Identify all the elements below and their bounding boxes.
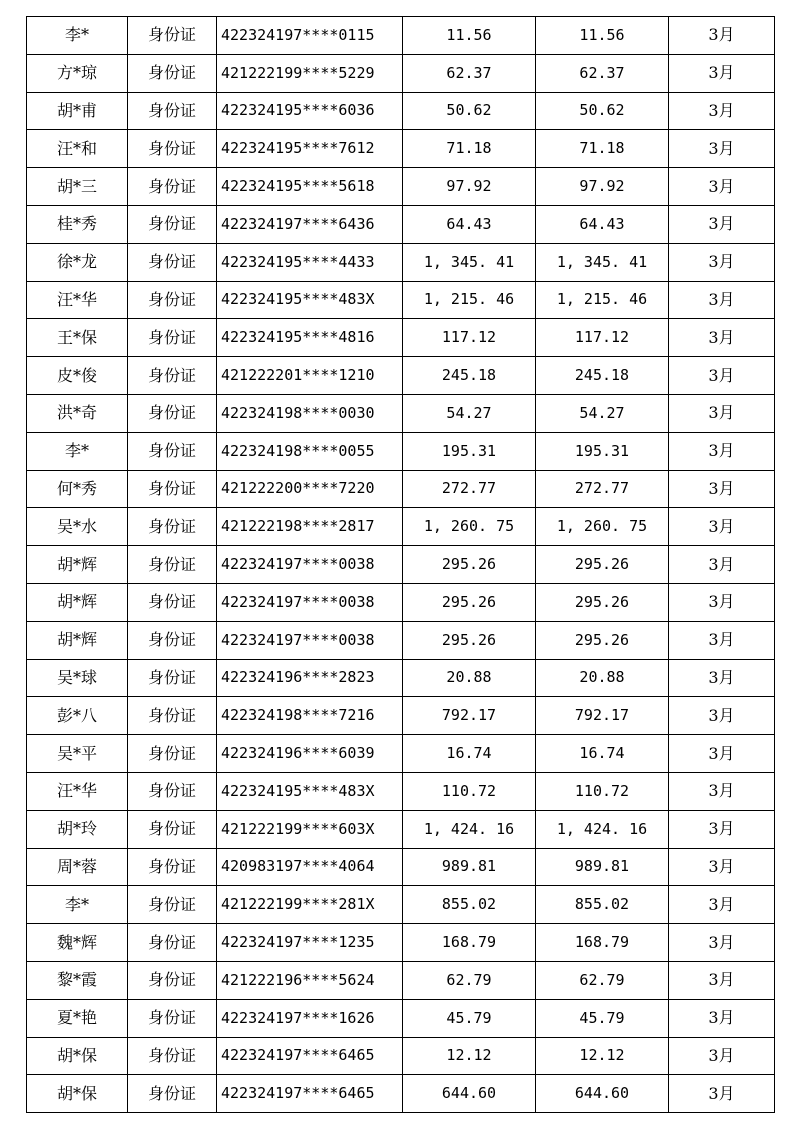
month-cell: 3月 xyxy=(669,961,775,999)
document-type-cell: 身份证 xyxy=(128,432,217,470)
amount-cell: 295.26 xyxy=(536,621,669,659)
name-cell: 胡*保 xyxy=(27,1037,128,1075)
document-type-cell: 身份证 xyxy=(128,470,217,508)
table-row xyxy=(27,432,775,470)
name-cell: 李* xyxy=(27,432,128,470)
id-number-cell: 420983197****4064 xyxy=(217,848,403,886)
table-row xyxy=(27,54,775,92)
amount-cell: 62.79 xyxy=(536,961,669,999)
amount-cell: 11.56 xyxy=(403,17,536,55)
amount-cell: 1, 345. 41 xyxy=(536,243,669,281)
month-cell: 3月 xyxy=(669,583,775,621)
amount-cell: 644.60 xyxy=(536,1075,669,1113)
amount-cell: 71.18 xyxy=(403,130,536,168)
table-row xyxy=(27,772,775,810)
amount-cell: 295.26 xyxy=(403,583,536,621)
table-row xyxy=(27,848,775,886)
amount-cell: 168.79 xyxy=(536,924,669,962)
document-type-cell: 身份证 xyxy=(128,735,217,773)
document-type-cell: 身份证 xyxy=(128,999,217,1037)
amount-cell: 62.37 xyxy=(403,54,536,92)
amount-cell: 117.12 xyxy=(403,319,536,357)
table-row xyxy=(27,357,775,395)
id-number-cell: 421222199****5229 xyxy=(217,54,403,92)
amount-cell: 272.77 xyxy=(403,470,536,508)
amount-cell: 71.18 xyxy=(536,130,669,168)
document-type-cell: 身份证 xyxy=(128,886,217,924)
document-type-cell: 身份证 xyxy=(128,546,217,584)
amount-cell: 97.92 xyxy=(536,168,669,206)
amount-cell: 45.79 xyxy=(536,999,669,1037)
table-row xyxy=(27,659,775,697)
amount-cell: 54.27 xyxy=(403,394,536,432)
id-number-cell: 422324196****2823 xyxy=(217,659,403,697)
name-cell: 胡*保 xyxy=(27,1075,128,1113)
amount-cell: 12.12 xyxy=(536,1037,669,1075)
amount-cell: 1, 345. 41 xyxy=(403,243,536,281)
table-row xyxy=(27,508,775,546)
document-type-cell: 身份证 xyxy=(128,243,217,281)
amount-cell: 989.81 xyxy=(403,848,536,886)
id-number-cell: 422324198****0055 xyxy=(217,432,403,470)
document-type-cell: 身份证 xyxy=(128,848,217,886)
amount-cell: 195.31 xyxy=(536,432,669,470)
name-cell: 何*秀 xyxy=(27,470,128,508)
document-type-cell: 身份证 xyxy=(128,583,217,621)
name-cell: 徐*龙 xyxy=(27,243,128,281)
document-type-cell: 身份证 xyxy=(128,281,217,319)
id-number-cell: 422324195****4816 xyxy=(217,319,403,357)
name-cell: 胡*辉 xyxy=(27,583,128,621)
month-cell: 3月 xyxy=(669,130,775,168)
document-type-cell: 身份证 xyxy=(128,357,217,395)
table-row xyxy=(27,470,775,508)
amount-cell: 1, 424. 16 xyxy=(536,810,669,848)
name-cell: 吴*平 xyxy=(27,735,128,773)
document-type-cell: 身份证 xyxy=(128,205,217,243)
month-cell: 3月 xyxy=(669,205,775,243)
table-row xyxy=(27,697,775,735)
name-cell: 彭*八 xyxy=(27,697,128,735)
id-number-cell: 422324196****6039 xyxy=(217,735,403,773)
amount-cell: 62.37 xyxy=(536,54,669,92)
amount-cell: 20.88 xyxy=(403,659,536,697)
amount-cell: 989.81 xyxy=(536,848,669,886)
document-type-cell: 身份证 xyxy=(128,961,217,999)
amount-cell: 117.12 xyxy=(536,319,669,357)
amount-cell: 272.77 xyxy=(536,470,669,508)
month-cell: 3月 xyxy=(669,621,775,659)
month-cell: 3月 xyxy=(669,697,775,735)
id-number-cell: 422324195****6036 xyxy=(217,92,403,130)
id-number-cell: 422324197****6436 xyxy=(217,205,403,243)
table-row xyxy=(27,1075,775,1113)
id-number-cell: 422324195****483X xyxy=(217,772,403,810)
id-number-cell: 422324198****7216 xyxy=(217,697,403,735)
amount-cell: 295.26 xyxy=(403,621,536,659)
month-cell: 3月 xyxy=(669,810,775,848)
month-cell: 3月 xyxy=(669,886,775,924)
document-type-cell: 身份证 xyxy=(128,772,217,810)
table-row xyxy=(27,319,775,357)
name-cell: 洪*奇 xyxy=(27,394,128,432)
document-type-cell: 身份证 xyxy=(128,508,217,546)
amount-cell: 1, 260. 75 xyxy=(403,508,536,546)
amount-cell: 792.17 xyxy=(403,697,536,735)
amount-cell: 62.79 xyxy=(403,961,536,999)
name-cell: 胡*辉 xyxy=(27,546,128,584)
table-row xyxy=(27,999,775,1037)
name-cell: 周*蓉 xyxy=(27,848,128,886)
name-cell: 桂*秀 xyxy=(27,205,128,243)
month-cell: 3月 xyxy=(669,394,775,432)
id-number-cell: 421222200****7220 xyxy=(217,470,403,508)
document-type-cell: 身份证 xyxy=(128,659,217,697)
table-row xyxy=(27,92,775,130)
document-type-cell: 身份证 xyxy=(128,319,217,357)
table-row xyxy=(27,961,775,999)
amount-cell: 64.43 xyxy=(536,205,669,243)
month-cell: 3月 xyxy=(669,319,775,357)
id-number-cell: 422324197****6465 xyxy=(217,1075,403,1113)
table-row xyxy=(27,130,775,168)
amount-cell: 11.56 xyxy=(536,17,669,55)
month-cell: 3月 xyxy=(669,17,775,55)
amount-cell: 110.72 xyxy=(536,772,669,810)
table-row xyxy=(27,583,775,621)
name-cell: 汪*华 xyxy=(27,772,128,810)
month-cell: 3月 xyxy=(669,999,775,1037)
month-cell: 3月 xyxy=(669,848,775,886)
amount-cell: 855.02 xyxy=(403,886,536,924)
month-cell: 3月 xyxy=(669,168,775,206)
document-type-cell: 身份证 xyxy=(128,92,217,130)
month-cell: 3月 xyxy=(669,1075,775,1113)
id-number-cell: 421222199****281X xyxy=(217,886,403,924)
amount-cell: 195.31 xyxy=(403,432,536,470)
id-number-cell: 422324197****1626 xyxy=(217,999,403,1037)
month-cell: 3月 xyxy=(669,924,775,962)
month-cell: 3月 xyxy=(669,357,775,395)
document-type-cell: 身份证 xyxy=(128,1037,217,1075)
month-cell: 3月 xyxy=(669,508,775,546)
amount-cell: 245.18 xyxy=(403,357,536,395)
month-cell: 3月 xyxy=(669,54,775,92)
table-row xyxy=(27,621,775,659)
table-row xyxy=(27,281,775,319)
amount-cell: 20.88 xyxy=(536,659,669,697)
amount-cell: 97.92 xyxy=(403,168,536,206)
table-row xyxy=(27,546,775,584)
amount-cell: 295.26 xyxy=(536,546,669,584)
table-row xyxy=(27,924,775,962)
name-cell: 吴*水 xyxy=(27,508,128,546)
id-number-cell: 422324197****1235 xyxy=(217,924,403,962)
document-type-cell: 身份证 xyxy=(128,130,217,168)
document-type-cell: 身份证 xyxy=(128,810,217,848)
month-cell: 3月 xyxy=(669,281,775,319)
id-number-cell: 422324195****7612 xyxy=(217,130,403,168)
id-number-cell: 422324197****6465 xyxy=(217,1037,403,1075)
month-cell: 3月 xyxy=(669,470,775,508)
id-number-cell: 422324197****0038 xyxy=(217,621,403,659)
id-number-cell: 422324195****5618 xyxy=(217,168,403,206)
amount-cell: 12.12 xyxy=(403,1037,536,1075)
id-number-cell: 421222201****1210 xyxy=(217,357,403,395)
amount-cell: 64.43 xyxy=(403,205,536,243)
name-cell: 汪*华 xyxy=(27,281,128,319)
amount-cell: 245.18 xyxy=(536,357,669,395)
document-type-cell: 身份证 xyxy=(128,54,217,92)
name-cell: 胡*辉 xyxy=(27,621,128,659)
document-type-cell: 身份证 xyxy=(128,17,217,55)
document-type-cell: 身份证 xyxy=(128,621,217,659)
table-row xyxy=(27,735,775,773)
month-cell: 3月 xyxy=(669,92,775,130)
amount-cell: 50.62 xyxy=(403,92,536,130)
name-cell: 胡*玲 xyxy=(27,810,128,848)
id-number-cell: 421222196****5624 xyxy=(217,961,403,999)
id-number-cell: 422324197****0038 xyxy=(217,583,403,621)
table-row xyxy=(27,886,775,924)
name-cell: 皮*俊 xyxy=(27,357,128,395)
name-cell: 方*琼 xyxy=(27,54,128,92)
month-cell: 3月 xyxy=(669,735,775,773)
document-type-cell: 身份证 xyxy=(128,924,217,962)
id-number-cell: 421222199****603X xyxy=(217,810,403,848)
id-number-cell: 421222198****2817 xyxy=(217,508,403,546)
document-type-cell: 身份证 xyxy=(128,697,217,735)
name-cell: 吴*球 xyxy=(27,659,128,697)
table-row xyxy=(27,205,775,243)
name-cell: 王*保 xyxy=(27,319,128,357)
document-type-cell: 身份证 xyxy=(128,394,217,432)
month-cell: 3月 xyxy=(669,1037,775,1075)
amount-cell: 54.27 xyxy=(536,394,669,432)
amount-cell: 50.62 xyxy=(536,92,669,130)
amount-cell: 644.60 xyxy=(403,1075,536,1113)
name-cell: 汪*和 xyxy=(27,130,128,168)
amount-cell: 16.74 xyxy=(536,735,669,773)
name-cell: 胡*三 xyxy=(27,168,128,206)
table-row xyxy=(27,17,775,55)
table-row xyxy=(27,394,775,432)
month-cell: 3月 xyxy=(669,659,775,697)
name-cell: 胡*甫 xyxy=(27,92,128,130)
table-row xyxy=(27,1037,775,1075)
amount-cell: 45.79 xyxy=(403,999,536,1037)
name-cell: 李* xyxy=(27,17,128,55)
amount-cell: 295.26 xyxy=(403,546,536,584)
amount-cell: 792.17 xyxy=(536,697,669,735)
amount-cell: 1, 424. 16 xyxy=(403,810,536,848)
amount-cell: 168.79 xyxy=(403,924,536,962)
table-row xyxy=(27,243,775,281)
table-row xyxy=(27,168,775,206)
month-cell: 3月 xyxy=(669,432,775,470)
month-cell: 3月 xyxy=(669,772,775,810)
table-body xyxy=(27,17,775,1113)
month-cell: 3月 xyxy=(669,243,775,281)
id-number-cell: 422324197****0115 xyxy=(217,17,403,55)
id-number-cell: 422324197****0038 xyxy=(217,546,403,584)
amount-cell: 855.02 xyxy=(536,886,669,924)
document-type-cell: 身份证 xyxy=(128,1075,217,1113)
data-table xyxy=(26,16,775,1113)
name-cell: 魏*辉 xyxy=(27,924,128,962)
id-number-cell: 422324195****4433 xyxy=(217,243,403,281)
name-cell: 黎*霞 xyxy=(27,961,128,999)
document-type-cell: 身份证 xyxy=(128,168,217,206)
amount-cell: 295.26 xyxy=(536,583,669,621)
name-cell: 夏*艳 xyxy=(27,999,128,1037)
month-cell: 3月 xyxy=(669,546,775,584)
table-row xyxy=(27,810,775,848)
amount-cell: 1, 260. 75 xyxy=(536,508,669,546)
name-cell: 李* xyxy=(27,886,128,924)
id-number-cell: 422324195****483X xyxy=(217,281,403,319)
amount-cell: 1, 215. 46 xyxy=(403,281,536,319)
amount-cell: 16.74 xyxy=(403,735,536,773)
amount-cell: 1, 215. 46 xyxy=(536,281,669,319)
id-number-cell: 422324198****0030 xyxy=(217,394,403,432)
amount-cell: 110.72 xyxy=(403,772,536,810)
